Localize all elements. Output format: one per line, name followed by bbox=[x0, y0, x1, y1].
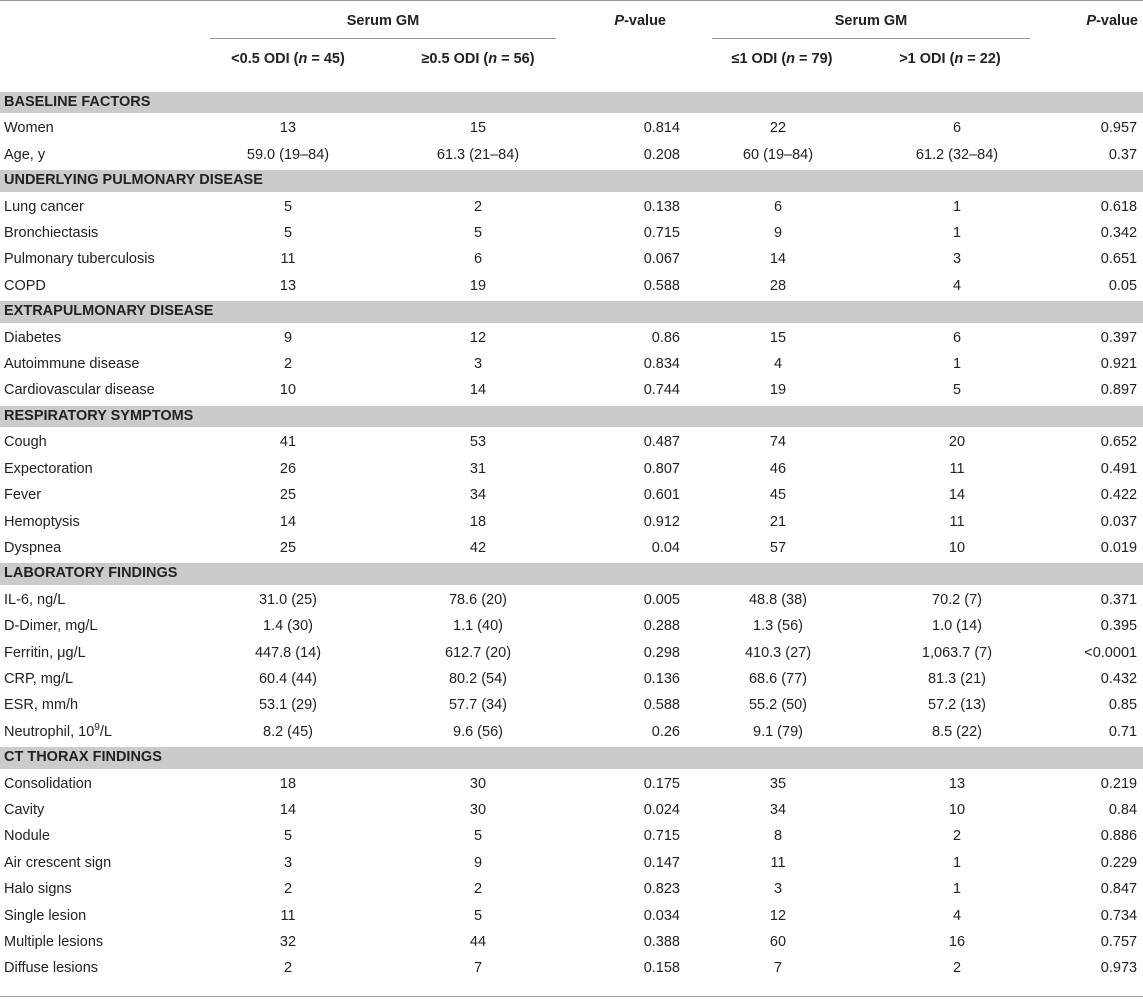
row-label: Multiple lesions bbox=[4, 934, 104, 950]
section-title: LABORATORY FINDINGS bbox=[0, 562, 1143, 585]
value-cell: 9 bbox=[473, 854, 483, 871]
value-cell: 10 bbox=[279, 382, 297, 399]
p-value-cell: 0.921 bbox=[1100, 356, 1138, 373]
value-cell: 3 bbox=[952, 251, 962, 268]
value-cell: 48.8 (38) bbox=[748, 591, 808, 608]
value-cell: 31 bbox=[469, 460, 487, 477]
p-value-cell: 0.395 bbox=[1100, 618, 1138, 635]
p-value-cell: 0.136 bbox=[643, 670, 680, 687]
p-value-cell: 0.371 bbox=[1100, 591, 1138, 608]
p-value-cell: 0.219 bbox=[1100, 775, 1138, 792]
table-row bbox=[0, 850, 1143, 876]
value-cell: 34 bbox=[469, 487, 487, 504]
row-label: Nodule bbox=[4, 828, 50, 845]
value-cell: 68.6 (77) bbox=[748, 670, 808, 687]
value-cell: 14 bbox=[948, 487, 966, 504]
value-cell: 6 bbox=[773, 198, 783, 215]
value-cell: 5 bbox=[283, 198, 293, 215]
value-cell: 447.8 (14) bbox=[254, 644, 322, 661]
p-value-cell: <0.0001 bbox=[1084, 644, 1138, 661]
p-value-cell: 0.019 bbox=[1100, 539, 1138, 556]
p-value-cell: 0.734 bbox=[1100, 907, 1138, 924]
row-label: D-Dimer, mg/L bbox=[4, 618, 98, 635]
table-row bbox=[0, 903, 1143, 929]
value-cell: 30 bbox=[469, 801, 487, 818]
value-cell: 57.7 (34) bbox=[448, 697, 508, 714]
row-label: Air crescent sign bbox=[4, 854, 112, 871]
value-cell: 16 bbox=[948, 934, 966, 950]
p-value-cell: 0.024 bbox=[643, 801, 680, 818]
p-value-cell: 0.715 bbox=[643, 828, 680, 845]
value-cell: 3 bbox=[773, 881, 783, 898]
row-label: ESR, mm/h bbox=[4, 697, 79, 714]
group2-underline bbox=[712, 38, 1030, 39]
row-label: Age, y bbox=[4, 146, 46, 163]
p-value-cell: 0.588 bbox=[643, 697, 680, 714]
section-title: BASELINE FACTORS bbox=[0, 91, 1143, 114]
p-value-cell: 0.397 bbox=[1100, 329, 1138, 346]
value-cell: 5 bbox=[473, 828, 483, 845]
row-label: Cavity bbox=[4, 801, 45, 818]
value-cell: 7 bbox=[773, 960, 783, 977]
value-cell: 5 bbox=[283, 225, 293, 242]
value-cell: 15 bbox=[469, 120, 487, 137]
table-row bbox=[0, 193, 1143, 220]
value-cell: 55.2 (50) bbox=[748, 697, 808, 714]
p-value-cell: 0.847 bbox=[1100, 881, 1138, 898]
value-cell: 12 bbox=[469, 329, 487, 346]
section-title: CT THORAX FINDINGS bbox=[0, 746, 1143, 769]
row-label: Cough bbox=[4, 434, 47, 451]
table-row bbox=[0, 114, 1143, 141]
value-cell: 59.0 (19–84) bbox=[246, 146, 330, 163]
value-cell: 60.4 (44) bbox=[258, 670, 318, 687]
col-header-ge05: ≥0.5 ODI (n = 56) bbox=[421, 51, 535, 67]
table-row bbox=[0, 955, 1143, 981]
row-label: Single lesion bbox=[4, 907, 87, 924]
row-label: Hemoptysis bbox=[4, 513, 80, 530]
p-value-cell: 0.834 bbox=[643, 356, 680, 373]
p-value-cell: 0.388 bbox=[643, 934, 680, 950]
col-header-gt1: >1 ODI (n = 22) bbox=[899, 51, 1001, 67]
value-cell: 2 bbox=[952, 828, 962, 845]
value-cell: 5 bbox=[473, 225, 483, 242]
value-cell: 21 bbox=[769, 513, 787, 530]
value-cell: 8.5 (22) bbox=[932, 723, 982, 740]
p-value-cell: 0.208 bbox=[643, 146, 680, 163]
value-cell: 1 bbox=[952, 198, 962, 215]
p-value-cell: 0.618 bbox=[1100, 198, 1138, 215]
value-cell: 2 bbox=[283, 881, 293, 898]
value-cell: 1 bbox=[952, 854, 962, 871]
value-cell: 5 bbox=[473, 907, 483, 924]
row-label: Halo signs bbox=[4, 881, 72, 898]
value-cell: 19 bbox=[769, 382, 787, 399]
value-cell: 3 bbox=[473, 356, 483, 373]
value-cell: 53 bbox=[469, 434, 487, 451]
value-cell: 22 bbox=[769, 120, 787, 137]
row-label: Diffuse lesions bbox=[4, 960, 99, 977]
table-row bbox=[0, 246, 1143, 272]
value-cell: 60 bbox=[769, 934, 787, 950]
p-value-cell: 0.85 bbox=[1108, 697, 1138, 714]
data-table bbox=[0, 90, 1143, 982]
table-row bbox=[0, 456, 1143, 482]
value-cell: 9 bbox=[773, 225, 783, 242]
value-cell: 25 bbox=[279, 539, 297, 556]
value-cell: 1.4 (30) bbox=[263, 618, 313, 635]
value-cell: 30 bbox=[469, 775, 487, 792]
value-cell: 13 bbox=[279, 277, 297, 294]
value-cell: 61.3 (21–84) bbox=[436, 146, 520, 163]
col-header-lt05: <0.5 ODI (n = 45) bbox=[231, 51, 345, 67]
value-cell: 78.6 (20) bbox=[448, 591, 508, 608]
value-cell: 2 bbox=[473, 198, 483, 215]
value-cell: 5 bbox=[283, 828, 293, 845]
value-cell: 2 bbox=[473, 881, 483, 898]
group1-underline bbox=[210, 38, 556, 39]
value-cell: 18 bbox=[279, 775, 297, 792]
value-cell: 5 bbox=[952, 382, 962, 399]
value-cell: 1 bbox=[952, 881, 962, 898]
value-cell: 2 bbox=[283, 960, 293, 977]
p-value-cell: 0.897 bbox=[1100, 382, 1138, 399]
value-cell: 11 bbox=[280, 907, 296, 924]
p-value-cell: 0.147 bbox=[643, 854, 680, 871]
p-value-cell: 0.601 bbox=[643, 487, 680, 504]
table-row bbox=[0, 666, 1143, 692]
p-value-cell: 0.005 bbox=[643, 591, 680, 608]
value-cell: 53.1 (29) bbox=[258, 697, 318, 714]
group1-pvalue-header bbox=[570, 13, 666, 29]
value-cell: 74 bbox=[769, 434, 787, 451]
value-cell: 2 bbox=[952, 960, 962, 977]
table-row bbox=[0, 482, 1143, 508]
table-row bbox=[0, 640, 1143, 666]
row-label: Neutrophil, $10^9/L$ bbox=[4, 721, 112, 740]
p-value-cell: 0.814 bbox=[643, 120, 680, 137]
row-label: Bronchiectasis bbox=[4, 225, 99, 242]
row-label: Pulmonary tuberculosis bbox=[4, 251, 155, 268]
pvalue-italic-p-2: P bbox=[1086, 13, 1097, 29]
value-cell: 70.2 (7) bbox=[932, 591, 982, 608]
p-value-cell: 0.651 bbox=[1100, 251, 1138, 268]
value-cell: 7 bbox=[473, 960, 483, 977]
value-cell: 8.2 (45) bbox=[263, 723, 313, 740]
value-cell: 26 bbox=[279, 460, 297, 477]
value-cell: 15 bbox=[769, 329, 787, 346]
value-cell: 14 bbox=[279, 513, 297, 530]
table-row bbox=[0, 535, 1143, 562]
p-value-cell: 0.229 bbox=[1100, 854, 1138, 871]
p-value-cell: 0.342 bbox=[1100, 225, 1138, 242]
p-value-cell: 0.37 bbox=[1108, 146, 1138, 163]
p-value-cell: 0.26 bbox=[651, 723, 680, 740]
row-label: Ferritin, μg/L bbox=[4, 644, 86, 661]
table-row bbox=[0, 273, 1143, 300]
value-cell: 612.7 (20) bbox=[444, 644, 512, 661]
value-cell: 1 bbox=[952, 356, 962, 373]
col-header-le1: ≤1 ODI (n = 79) bbox=[731, 51, 833, 67]
p-value-cell: 0.84 bbox=[1108, 801, 1138, 818]
row-label: Expectoration bbox=[4, 460, 93, 477]
p-value-cell: 0.487 bbox=[643, 434, 680, 451]
pvalue-suffix-2: -value bbox=[1096, 13, 1138, 29]
value-cell: 13 bbox=[948, 775, 966, 792]
pvalue-italic-p: P bbox=[614, 13, 625, 29]
row-label: Women bbox=[4, 120, 54, 137]
value-cell: 32 bbox=[279, 934, 297, 950]
value-cell: 14 bbox=[279, 801, 297, 818]
group2-title: Serum GM bbox=[834, 13, 908, 29]
value-cell: 11 bbox=[949, 460, 965, 477]
value-cell: 18 bbox=[469, 513, 487, 530]
value-cell: 2 bbox=[283, 356, 293, 373]
table-row bbox=[0, 719, 1143, 746]
value-cell: 1,063.7 (7) bbox=[921, 644, 993, 661]
table-row bbox=[0, 613, 1143, 639]
p-value-cell: 0.04 bbox=[651, 539, 680, 556]
p-value-cell: 0.067 bbox=[643, 251, 680, 268]
row-label: COPD bbox=[4, 277, 46, 294]
value-cell: 3 bbox=[283, 854, 293, 871]
p-value-cell: 0.298 bbox=[643, 644, 680, 661]
value-cell: 19 bbox=[469, 277, 487, 294]
p-value-cell: 0.422 bbox=[1100, 487, 1138, 504]
value-cell: 9.1 (79) bbox=[753, 723, 803, 740]
p-value-cell: 0.757 bbox=[1100, 934, 1138, 950]
value-cell: 6 bbox=[952, 120, 962, 137]
row-label: Dyspnea bbox=[4, 539, 62, 556]
value-cell: 81.3 (21) bbox=[927, 670, 987, 687]
value-cell: 25 bbox=[279, 487, 297, 504]
p-value-cell: 0.491 bbox=[1100, 460, 1138, 477]
value-cell: 80.2 (54) bbox=[448, 670, 508, 687]
p-value-cell: 0.652 bbox=[1100, 434, 1138, 451]
row-label: Consolidation bbox=[4, 775, 92, 792]
section-title: UNDERLYING PULMONARY DISEASE bbox=[0, 169, 1143, 192]
value-cell: 10 bbox=[948, 801, 966, 818]
value-cell: 4 bbox=[952, 277, 962, 294]
row-label: Lung cancer bbox=[4, 198, 84, 215]
p-value-cell: 0.288 bbox=[643, 618, 680, 635]
section-header-row bbox=[0, 300, 1143, 323]
table-row bbox=[0, 142, 1143, 169]
p-value-cell: 0.715 bbox=[643, 225, 680, 242]
value-cell: 10 bbox=[948, 539, 966, 556]
value-cell: 1 bbox=[952, 225, 962, 242]
p-value-cell: 0.86 bbox=[651, 329, 680, 346]
table-row bbox=[0, 692, 1143, 718]
p-value-cell: 0.886 bbox=[1100, 828, 1138, 845]
row-label: CRP, mg/L bbox=[4, 670, 74, 687]
value-cell: 13 bbox=[279, 120, 297, 137]
value-cell: 4 bbox=[773, 356, 783, 373]
section-header-row bbox=[0, 746, 1143, 769]
table-row bbox=[0, 586, 1143, 613]
value-cell: 1.3 (56) bbox=[753, 618, 803, 635]
value-cell: 34 bbox=[769, 801, 787, 818]
p-value-cell: 0.175 bbox=[643, 775, 680, 792]
table-row bbox=[0, 797, 1143, 823]
value-cell: 11 bbox=[770, 854, 786, 871]
top-rule bbox=[0, 0, 1143, 1]
table-row bbox=[0, 876, 1143, 902]
value-cell: 45 bbox=[769, 487, 787, 504]
exponent: 9 bbox=[94, 721, 100, 733]
p-value-cell: 0.912 bbox=[643, 513, 680, 530]
table-row bbox=[0, 929, 1143, 955]
value-cell: 1.1 (40) bbox=[453, 618, 503, 635]
table-row bbox=[0, 377, 1143, 404]
row-label: Diabetes bbox=[4, 329, 62, 346]
value-cell: 410.3 (27) bbox=[744, 644, 812, 661]
value-cell: 6 bbox=[952, 329, 962, 346]
p-value-cell: 0.034 bbox=[643, 907, 680, 924]
p-value-cell: 0.823 bbox=[643, 881, 680, 898]
value-cell: 1.0 (14) bbox=[932, 618, 982, 635]
p-value-cell: 0.957 bbox=[1100, 120, 1138, 137]
group1-title: Serum GM bbox=[346, 13, 420, 29]
p-value-cell: 0.744 bbox=[643, 382, 680, 399]
value-cell: 60 (19–84) bbox=[742, 146, 814, 163]
table-row bbox=[0, 770, 1143, 797]
table-row bbox=[0, 324, 1143, 351]
pvalue-suffix: -value bbox=[624, 13, 666, 29]
value-cell: 9.6 (56) bbox=[453, 723, 503, 740]
p-value-cell: 0.588 bbox=[643, 277, 680, 294]
table-row bbox=[0, 351, 1143, 377]
value-cell: 28 bbox=[769, 277, 787, 294]
value-cell: 6 bbox=[473, 251, 483, 268]
section-header-row bbox=[0, 405, 1143, 428]
value-cell: 4 bbox=[952, 907, 962, 924]
value-cell: 57 bbox=[769, 539, 787, 556]
p-value-cell: 0.432 bbox=[1100, 670, 1138, 687]
p-value-cell: 0.807 bbox=[643, 460, 680, 477]
value-cell: 8 bbox=[773, 828, 783, 845]
value-cell: 12 bbox=[769, 907, 787, 924]
table-row bbox=[0, 823, 1143, 849]
section-header-row bbox=[0, 91, 1143, 114]
row-label: Fever bbox=[4, 487, 42, 504]
row-label: IL-6, ng/L bbox=[4, 591, 66, 608]
table-body bbox=[0, 91, 1143, 982]
p-value-cell: 0.037 bbox=[1100, 513, 1138, 530]
table-row bbox=[0, 220, 1143, 246]
p-value-cell: 0.158 bbox=[643, 960, 680, 977]
table-row bbox=[0, 428, 1143, 455]
p-value-cell: 0.138 bbox=[643, 198, 680, 215]
value-cell: 44 bbox=[469, 934, 487, 950]
value-cell: 35 bbox=[769, 775, 787, 792]
value-cell: 41 bbox=[279, 434, 297, 451]
value-cell: 11 bbox=[280, 251, 296, 268]
value-cell: 14 bbox=[469, 382, 487, 399]
section-title: RESPIRATORY SYMPTOMS bbox=[0, 405, 1143, 428]
bottom-rule bbox=[0, 996, 1143, 997]
p-value-cell: 0.05 bbox=[1108, 277, 1138, 294]
p-value-cell: 0.973 bbox=[1100, 960, 1138, 977]
section-header-row bbox=[0, 562, 1143, 585]
section-title: EXTRAPULMONARY DISEASE bbox=[0, 300, 1143, 323]
value-cell: 14 bbox=[769, 251, 787, 268]
group2-pvalue-header bbox=[1040, 13, 1138, 29]
value-cell: 11 bbox=[949, 513, 965, 530]
value-cell: 9 bbox=[283, 329, 293, 346]
value-cell: 57.2 (13) bbox=[927, 697, 987, 714]
value-cell: 46 bbox=[769, 460, 787, 477]
row-label: Autoimmune disease bbox=[4, 356, 140, 373]
value-cell: 42 bbox=[469, 539, 487, 556]
value-cell: 31.0 (25) bbox=[258, 591, 318, 608]
value-cell: 61.2 (32–84) bbox=[915, 146, 999, 163]
table-row bbox=[0, 509, 1143, 535]
row-label: Cardiovascular disease bbox=[4, 382, 155, 399]
value-cell: 20 bbox=[948, 434, 966, 451]
section-header-row bbox=[0, 169, 1143, 192]
p-value-cell: 0.71 bbox=[1108, 723, 1138, 740]
